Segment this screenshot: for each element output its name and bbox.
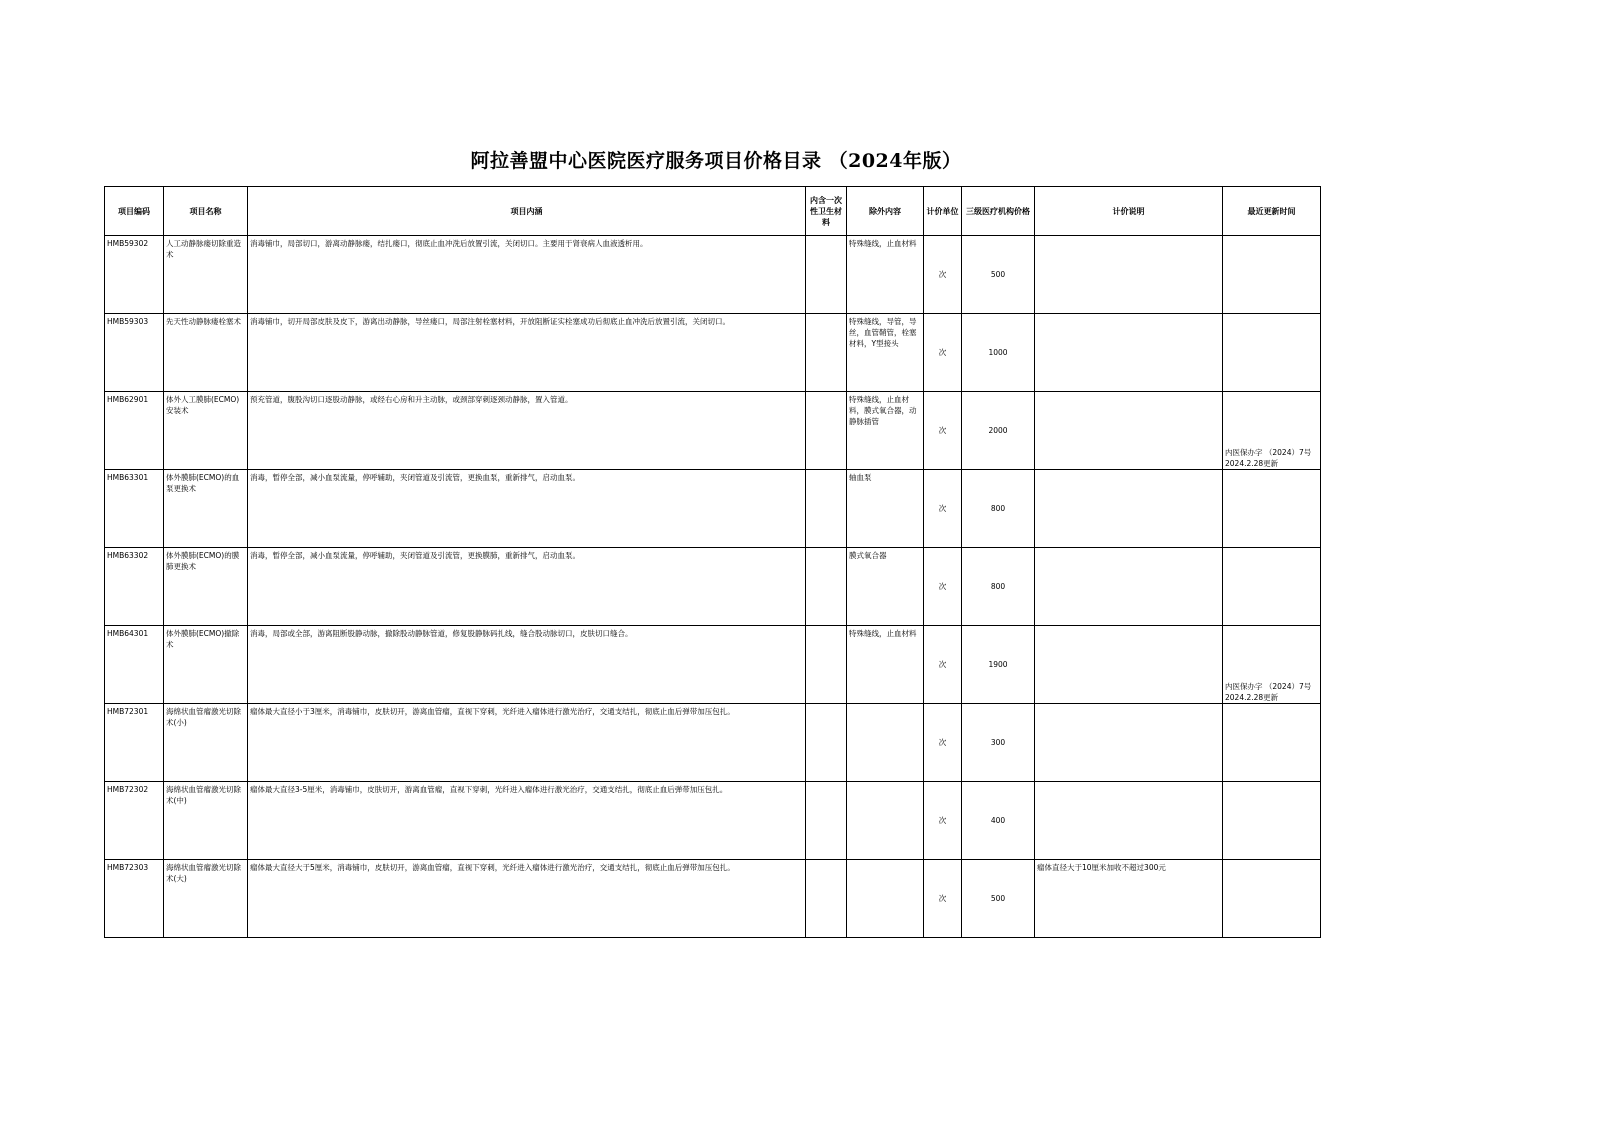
cell-name: 海绵状血管瘤激光切除术(小) [164, 704, 248, 782]
cell-consumable [806, 782, 847, 860]
cell-updated [1223, 782, 1321, 860]
cell-explanation [1035, 626, 1223, 704]
cell-code: HMB64301 [105, 626, 164, 704]
cell-price: 800 [962, 548, 1035, 626]
cell-code: HMB63301 [105, 470, 164, 548]
cell-consumable [806, 392, 847, 470]
cell-updated [1223, 392, 1321, 470]
cell-updated [1223, 236, 1321, 314]
header-updated: 最近更新时间 [1223, 187, 1321, 236]
cell-unit: 次 [924, 860, 962, 938]
cell-excluded: 特殊缝线，止血材料，膜式氧合器，动静脉插管 [847, 392, 924, 470]
cell-price: 400 [962, 782, 1035, 860]
cell-explanation [1035, 314, 1223, 392]
cell-unit: 次 [924, 782, 962, 860]
cell-updated [1223, 470, 1321, 548]
cell-updated [1223, 704, 1321, 782]
cell-price: 300 [962, 704, 1035, 782]
cell-content: 预充管道，腹股沟切口逐股动静脉，或经右心房和升主动脉，或颈部穿刺逐颈动静脉，置入管道。 [248, 392, 806, 470]
cell-unit: 次 [924, 392, 962, 470]
cell-excluded: 特殊缝线，止血材料 [847, 236, 924, 314]
cell-code: HMB62901 [105, 392, 164, 470]
cell-content: 消毒，局部或全部，游离阻断股静动脉，撤除股动静脉管道，修复股静脉码扎线，缝合股动脉切口，皮肤切口缝合。 [248, 626, 806, 704]
cell-name: 体外膜肺(ECMO)的膜肺更换术 [164, 548, 248, 626]
cell-content: 瘤体最大直径3-5厘米，消毒铺巾，皮肤切开，游离血管瘤，直视下穿刺，光纤进入瘤体进行激光治疗，交通支结扎，彻底止血后弹带加压包扎。 [248, 782, 806, 860]
cell-excluded [847, 704, 924, 782]
cell-updated [1223, 548, 1321, 626]
cell-code: HMB63302 [105, 548, 164, 626]
price-table [104, 186, 1321, 938]
cell-excluded: 特殊缝线，导管，导丝，血管鞘管，栓塞材料，Y型接头 [847, 314, 924, 392]
cell-excluded: 特殊缝线，止血材料 [847, 626, 924, 704]
header-excluded: 除外内容 [847, 187, 924, 236]
cell-name: 海绵状血管瘤激光切除术(大) [164, 860, 248, 938]
cell-explanation [1035, 548, 1223, 626]
cell-updated [1223, 314, 1321, 392]
cell-price: 1000 [962, 314, 1035, 392]
cell-consumable [806, 704, 847, 782]
cell-consumable [806, 626, 847, 704]
updated-note: 内医保办字 （2024）7号 2024.2.28更新 [1225, 448, 1312, 468]
header-content: 项目内涵 [248, 187, 806, 236]
cell-excluded: 膜式氧合器 [847, 548, 924, 626]
cell-updated [1223, 626, 1321, 704]
header-price: 三级医疗机构价格 [962, 187, 1035, 236]
header-name: 项目名称 [164, 187, 248, 236]
table-row [105, 782, 1321, 860]
cell-unit: 次 [924, 626, 962, 704]
cell-content: 消毒铺巾，切开局部皮肤及皮下，游离出动静脉，导丝瘘口，局部注射栓塞材料，开放阻断证实栓塞成功后彻底止血冲洗后放置引流，关闭切口。 [248, 314, 806, 392]
cell-consumable [806, 314, 847, 392]
table-row [105, 860, 1321, 938]
cell-unit: 次 [924, 314, 962, 392]
cell-excluded [847, 860, 924, 938]
cell-consumable [806, 470, 847, 548]
cell-price: 800 [962, 470, 1035, 548]
page-title: 阿拉善盟中心医院医疗服务项目价格目录 （2024年版） [470, 150, 962, 172]
cell-name: 海绵状血管瘤激光切除术(中) [164, 782, 248, 860]
header-explanation: 计价说明 [1035, 187, 1223, 236]
header-code: 项目编码 [105, 187, 164, 236]
table-row [105, 548, 1321, 626]
cell-excluded: 轴血泵 [847, 470, 924, 548]
cell-name: 体外膜肺(ECMO)撤除术 [164, 626, 248, 704]
cell-code: HMB72302 [105, 782, 164, 860]
cell-consumable [806, 236, 847, 314]
cell-code: HMB59302 [105, 236, 164, 314]
cell-consumable [806, 548, 847, 626]
cell-price: 500 [962, 860, 1035, 938]
updated-note: 内医保办字 （2024）7号 2024.2.28更新 [1225, 682, 1312, 702]
cell-explanation [1035, 704, 1223, 782]
table-header-row [105, 187, 1321, 236]
cell-consumable [806, 860, 847, 938]
cell-unit: 次 [924, 236, 962, 314]
cell-unit: 次 [924, 704, 962, 782]
cell-name: 先天性动静脉瘘栓塞术 [164, 314, 248, 392]
cell-name: 体外膜肺(ECMO)的血泵更换术 [164, 470, 248, 548]
cell-explanation [1035, 392, 1223, 470]
cell-name: 人工动静脉瘘切除重造术 [164, 236, 248, 314]
cell-updated [1223, 860, 1321, 938]
cell-content: 消毒铺巾，局部切口，游离动静脉瘘，结扎瘘口，彻底止血冲洗后放置引流，关闭切口。主要用于肾衰病人血液透析用。 [248, 236, 806, 314]
cell-content: 瘤体最大直径大于5厘米，消毒铺巾，皮肤切开，游离血管瘤，直视下穿刺，光纤进入瘤体进行激光治疗，交通支结扎，彻底止血后弹带加压包扎。 [248, 860, 806, 938]
cell-content: 瘤体最大直径小于3厘米，消毒铺巾，皮肤切开，游离血管瘤，直视下穿刺，光纤进入瘤体进行激光治疗，交通支结扎，彻底止血后弹带加压包扎。 [248, 704, 806, 782]
cell-code: HMB72303 [105, 860, 164, 938]
table-row [105, 626, 1321, 704]
cell-price: 2000 [962, 392, 1035, 470]
cell-unit: 次 [924, 470, 962, 548]
cell-price: 1900 [962, 626, 1035, 704]
cell-content: 消毒，暂停全部，减小血泵流量，停呼辅助，夹闭管道及引流管，更换血泵，重新排气，启动血泵。 [248, 470, 806, 548]
cell-excluded [847, 782, 924, 860]
cell-price: 500 [962, 236, 1035, 314]
cell-code: HMB59303 [105, 314, 164, 392]
cell-explanation [1035, 236, 1223, 314]
cell-code: HMB72301 [105, 704, 164, 782]
table-row [105, 314, 1321, 392]
cell-content: 消毒，暂停全部，减小血泵流量，停呼辅助，夹闭管道及引流管，更换膜肺，重新排气，启动血泵。 [248, 548, 806, 626]
cell-explanation: 瘤体直径大于10厘米加收不超过300元 [1035, 860, 1223, 938]
cell-unit: 次 [924, 548, 962, 626]
cell-name: 体外人工膜肺(ECMO)安装术 [164, 392, 248, 470]
table-row [105, 704, 1321, 782]
table-row [105, 392, 1321, 470]
cell-explanation [1035, 782, 1223, 860]
header-unit: 计价单位 [924, 187, 962, 236]
cell-explanation [1035, 470, 1223, 548]
table-row [105, 236, 1321, 314]
table-row [105, 470, 1321, 548]
header-consumable: 内含一次性卫生材料 [806, 187, 847, 236]
